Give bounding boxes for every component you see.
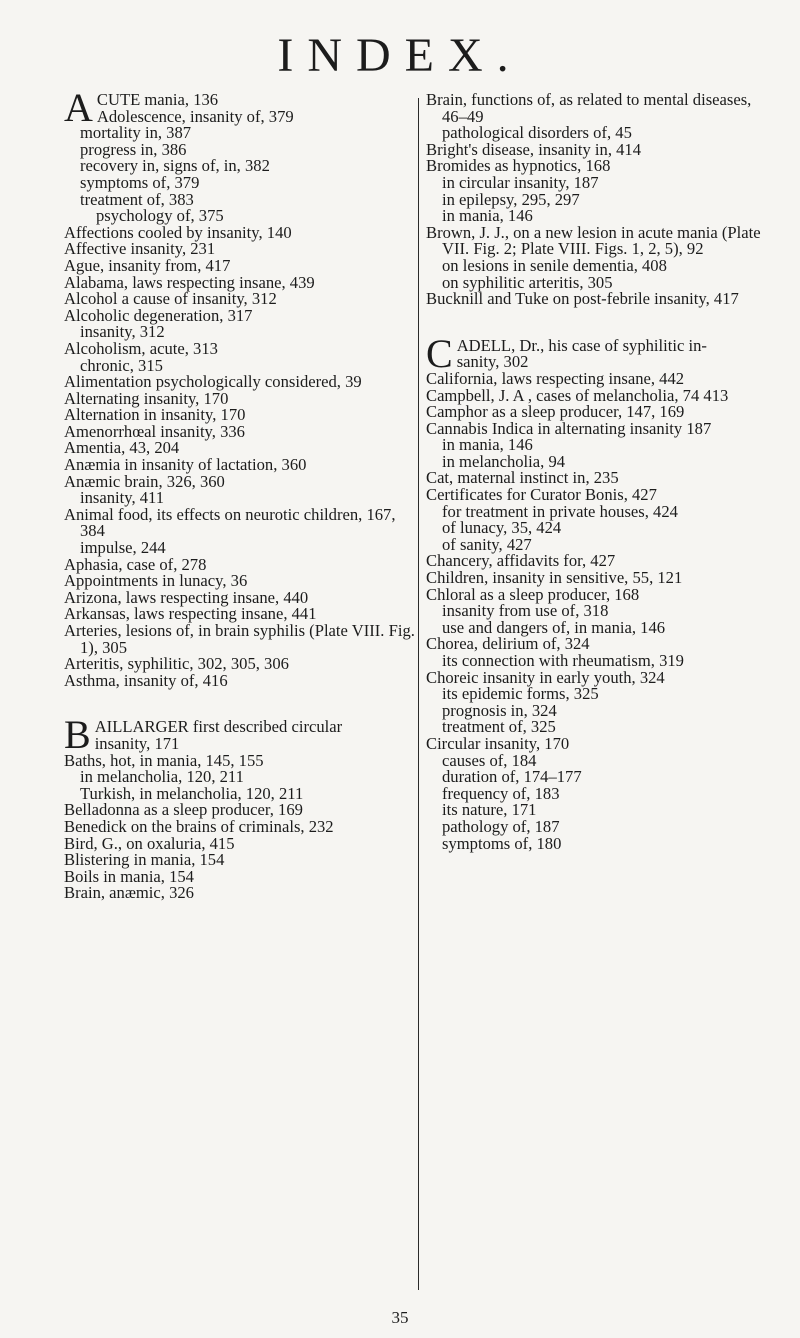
section-c	[426, 330, 771, 853]
index-entry: Anæmic brain, 326, 360	[64, 471, 225, 491]
entry-baillarger: AILLARGER first described circular	[94, 717, 343, 737]
entry-acute-mania: CUTE mania, 136	[96, 90, 219, 109]
index-entry: Ague, insanity from, 417	[64, 255, 231, 275]
index-entry: Affections cooled by insanity, 140	[64, 222, 292, 242]
index-entry: Camphor as a sleep producer, 147, 169	[426, 402, 685, 422]
index-entry: Boils in mania, 154	[64, 866, 194, 886]
index-entry: Alternation in insanity, 170	[64, 405, 246, 425]
index-entry: its nature, 171	[442, 800, 537, 820]
index-entry: progress in, 386	[80, 139, 187, 159]
section-c-entries	[426, 368, 771, 853]
index-entry: Bromides as hypnotics, 168	[426, 156, 611, 176]
entry-cadell: ADELL, Dr., his case of syphilitic in-	[456, 335, 707, 355]
index-entry: in mania, 146	[442, 435, 533, 455]
index-entry: duration of, 174–177	[442, 767, 582, 787]
index-entry: Aphasia, case of, 278	[64, 554, 207, 574]
index-entry: Amentia, 43, 204	[64, 438, 180, 458]
entry-adolescence: Adolescence, insanity of, 379	[96, 106, 294, 126]
index-entry: insanity, 312	[80, 322, 165, 342]
index-entry: use and dangers of, in mania, 146	[442, 617, 666, 637]
index-entry: on lesions in senile dementia, 408	[442, 255, 667, 275]
index-entry: in mania, 146	[442, 206, 533, 226]
section-a	[64, 85, 416, 690]
index-entry: its epidemic forms, 325	[442, 684, 599, 704]
index-entry: in epilepsy, 295, 297	[442, 189, 580, 209]
index-entry: for treatment in private houses, 424	[442, 501, 678, 521]
section-b-continued	[426, 92, 771, 308]
index-entry: prognosis in, 324	[442, 700, 557, 720]
index-entry: psychology of, 375	[96, 206, 224, 226]
index-entry: California, laws respecting insane, 442	[426, 368, 685, 388]
index-entry: on syphilitic arteritis, 305	[442, 272, 613, 292]
index-entry: Alimentation psychologically considered, 39	[64, 372, 362, 392]
index-entry: Animal food, its effects on neurotic children, 167, 384	[64, 504, 396, 541]
left-column	[64, 85, 416, 903]
index-entry: Arteritis, syphilitic, 302, 305, 306	[64, 654, 289, 674]
index-entry: insanity, 411	[80, 488, 165, 508]
index-entry: in circular insanity, 187	[442, 172, 599, 192]
index-entry: Brain, functions of, as related to mental diseases, 46–49	[426, 90, 752, 126]
right-column	[426, 92, 771, 852]
index-entry: Bucknill and Tuke on post-febrile insanity, 417	[426, 289, 739, 309]
index-entry: Chancery, affidavits for, 427	[426, 551, 616, 571]
index-entry: Chorea, delirium of, 324	[426, 634, 590, 654]
index-entry: in melancholia, 120, 211	[80, 767, 244, 787]
page-title: INDEX.	[277, 29, 523, 82]
index-entry: insanity from use of, 318	[442, 601, 609, 621]
index-entry: Campbell, J. A , cases of melancholia, 74 413	[426, 385, 729, 405]
index-entry: chronic, 315	[80, 355, 163, 375]
index-entry: of sanity, 427	[442, 534, 532, 554]
index-entry: treatment of, 325	[442, 717, 556, 737]
index-entry: Alcohol a cause of insanity, 312	[64, 289, 277, 309]
index-entry: Chloral as a sleep producer, 168	[426, 584, 640, 604]
section-b-entries-continued	[426, 92, 771, 308]
index-entry: Arteries, lesions of, in brain syphilis (Plate VIII. Fig. 1), 305	[64, 621, 415, 657]
index-entry: Arizona, laws respecting insane, 440	[64, 587, 309, 607]
index-entry: pathology of, 187	[442, 816, 560, 836]
index-entry: Choreic insanity in early youth, 324	[426, 667, 665, 687]
page-number: 35	[391, 1308, 409, 1327]
index-entry: Cat, maternal instinct in, 235	[426, 468, 619, 488]
index-entry: Blistering in mania, 154	[64, 850, 225, 870]
index-entry: Amenorrhœal insanity, 336	[64, 421, 245, 441]
index-entry: Benedick on the brains of criminals, 232	[64, 816, 334, 836]
index-entry: Bright's disease, insanity in, 414	[426, 139, 642, 159]
index-entry: causes of, 184	[442, 750, 537, 770]
section-b-entries	[64, 750, 416, 903]
index-entry: Appointments in lunacy, 36	[64, 571, 248, 591]
index-entry: Brain, anæmic, 326	[64, 883, 194, 903]
drop-cap-a: A	[64, 85, 93, 130]
index-entry: Alcoholism, acute, 313	[64, 338, 218, 358]
index-entry: Alabama, laws respecting insane, 439	[64, 272, 315, 292]
section-b	[64, 712, 416, 903]
index-entry: Bird, G., on oxaluria, 415	[64, 833, 235, 853]
index-entry: symptoms of, 180	[442, 833, 562, 853]
section-a-heading	[64, 85, 416, 130]
index-entry: impulse, 244	[80, 538, 166, 558]
index-entry: Alternating insanity, 170	[64, 388, 229, 408]
index-entry: Children, insanity in sensitive, 55, 121	[426, 568, 683, 588]
section-a-entries	[64, 125, 416, 689]
index-entry: Affective insanity, 231	[64, 239, 216, 259]
index-entry: recovery in, signs of, in, 382	[80, 156, 270, 176]
entry-cadell-cont: sanity, 302	[456, 352, 529, 372]
index-entry: of lunacy, 35, 424	[442, 518, 562, 538]
index-entry: in melancholia, 94	[442, 451, 566, 471]
index-entry: Alcoholic degeneration, 317	[64, 305, 253, 325]
index-entry: symptoms of, 379	[80, 172, 200, 192]
index-entry: Asthma, insanity of, 416	[64, 670, 228, 690]
index-entry: Certificates for Curator Bonis, 427	[426, 485, 657, 505]
index-entry: Circular insanity, 170	[426, 733, 570, 753]
index-entry: treatment of, 383	[80, 189, 194, 209]
drop-cap-c: C	[426, 330, 453, 376]
section-c-heading	[426, 330, 771, 376]
section-b-heading	[64, 712, 416, 758]
entry-baillarger-cont: insanity, 171	[94, 733, 180, 753]
index-entry: Brown, J. J., on a new lesion in acute mania (Plate VII. Fig. 2; Plate VIII. Figs. 1, 2, 5), 92	[426, 222, 761, 259]
index-entry: Arkansas, laws respecting insane, 441	[64, 604, 317, 624]
index-entry: frequency of, 183	[442, 783, 560, 803]
index-entry: mortality in, 387	[80, 123, 192, 143]
index-entry: Turkish, in melancholia, 120, 211	[80, 783, 304, 803]
index-entry: Cannabis Indica in alternating insanity 187	[426, 418, 712, 438]
index-entry: Anæmia in insanity of lactation, 360	[64, 455, 307, 475]
index-entry: its connection with rheumatism, 319	[442, 651, 684, 670]
drop-cap-b: B	[64, 712, 91, 758]
column-divider	[418, 98, 419, 1290]
index-entry: Belladonna as a sleep producer, 169	[64, 800, 303, 820]
index-entry: pathological disorders of, 45	[442, 123, 632, 143]
index-entry: Baths, hot, in mania, 145, 155	[64, 750, 264, 770]
